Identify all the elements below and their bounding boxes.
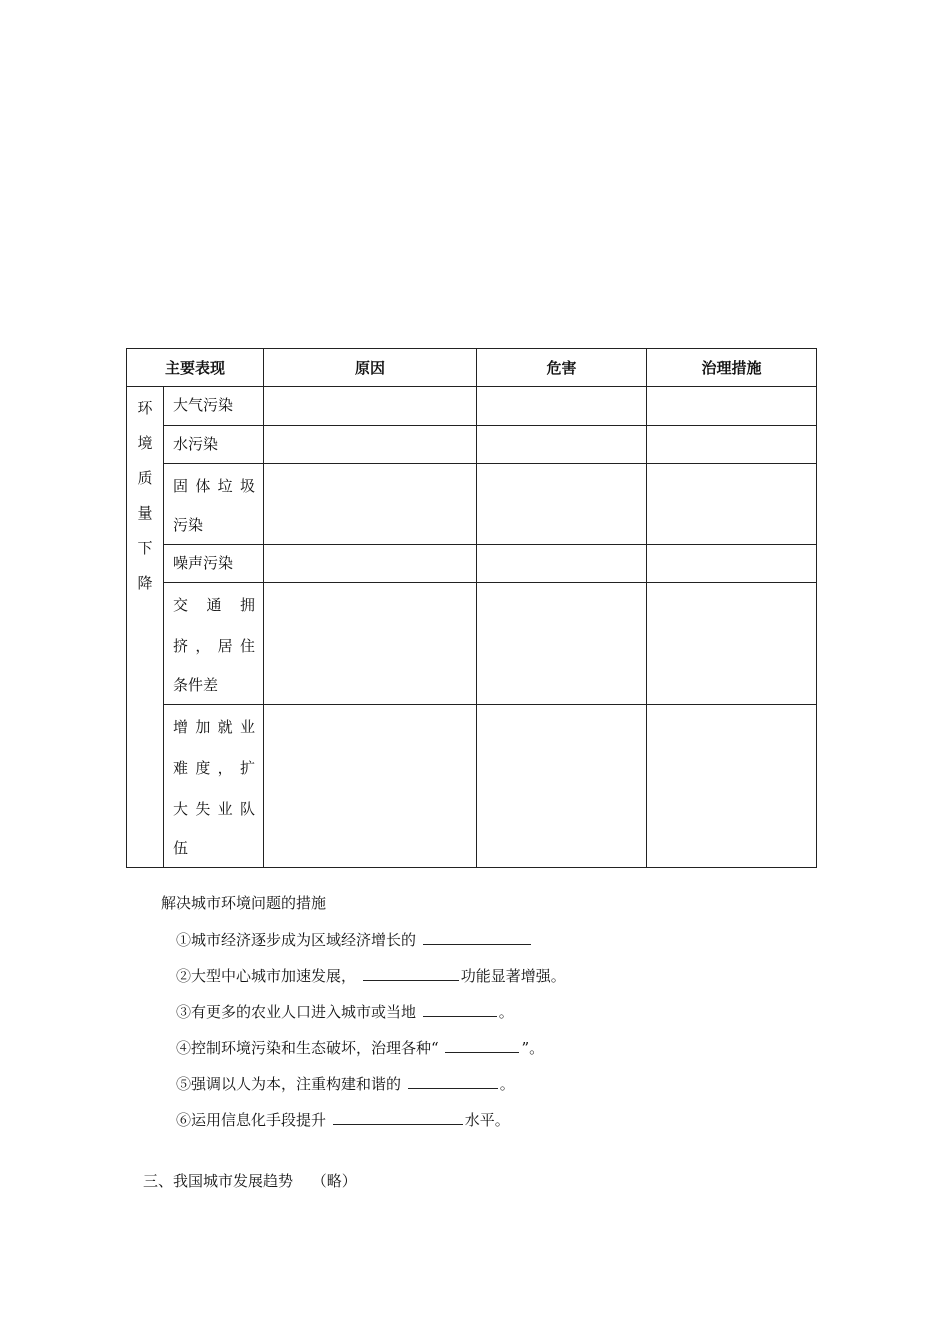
item-label-line: 条件差 [173, 676, 219, 694]
section-note: （略） [311, 1172, 357, 1190]
measures-cell[interactable] [647, 545, 817, 583]
measure-text-after: 水平。 [464, 1111, 510, 1129]
item-cell [164, 464, 264, 545]
measures-cell[interactable] [647, 705, 817, 868]
table-row [127, 426, 817, 464]
item-label-line: 增加就业 [173, 718, 256, 736]
measure-item-5 [176, 1073, 515, 1094]
item-cell [164, 387, 264, 426]
harm-cell[interactable] [477, 464, 647, 545]
measure-text-after: ”。 [521, 1039, 545, 1057]
measures-cell[interactable] [647, 464, 817, 545]
fill-blank[interactable] [408, 1074, 498, 1089]
cause-cell[interactable] [264, 583, 477, 705]
header-main-manifestation: 主要表现 [127, 349, 264, 387]
item-label: 噪声污染 [173, 554, 234, 572]
harm-cell[interactable] [477, 545, 647, 583]
measure-text: ⑥运用信息化手段提升 [176, 1111, 327, 1129]
table-row [127, 387, 817, 426]
item-label-line: 伍 [173, 839, 189, 857]
harm-cell[interactable] [477, 387, 647, 426]
cause-cell[interactable] [264, 464, 477, 545]
fill-blank[interactable] [423, 930, 531, 945]
measure-text-after: 。 [499, 1075, 515, 1093]
item-cell [164, 705, 264, 868]
item-label-line: 固体垃圾 [173, 477, 256, 495]
fill-blank[interactable] [363, 966, 459, 981]
table-row [127, 705, 817, 868]
header-harm: 危害 [477, 349, 647, 387]
fill-blank[interactable] [445, 1038, 519, 1053]
item-label: 水污染 [173, 435, 219, 453]
cause-cell[interactable] [264, 705, 477, 868]
item-label-line: 污染 [173, 516, 204, 534]
header-cause: 原因 [264, 349, 477, 387]
measure-text: ②大型中心城市加速发展， [176, 967, 357, 985]
item-label: 大气污染 [173, 396, 234, 414]
harm-cell[interactable] [477, 705, 647, 868]
fill-blank[interactable] [333, 1110, 463, 1125]
cause-cell[interactable] [264, 387, 477, 426]
fill-blank[interactable] [423, 1002, 497, 1017]
table-header-row [127, 349, 817, 387]
measure-text-after: 功能显著增强。 [460, 967, 566, 985]
section-3-heading [143, 1170, 357, 1191]
group-label-cell [127, 387, 164, 868]
measure-item-4 [176, 1037, 544, 1058]
item-cell [164, 426, 264, 464]
measure-text: ④控制环境污染和生态破坏，治理各种“ [176, 1039, 439, 1057]
harm-cell[interactable] [477, 583, 647, 705]
cause-cell[interactable] [264, 545, 477, 583]
item-cell [164, 545, 264, 583]
item-label-line: 交 通 拥 [173, 596, 256, 614]
measures-cell[interactable] [647, 387, 817, 426]
item-cell [164, 583, 264, 705]
measure-item-2 [176, 965, 566, 986]
environment-problems-table [126, 348, 817, 868]
measures-cell[interactable] [647, 426, 817, 464]
table-row [127, 464, 817, 545]
item-label-line: 大失业队 [173, 800, 256, 818]
group-label: 环境质量下降 [137, 399, 153, 592]
cause-cell[interactable] [264, 426, 477, 464]
table-row [127, 545, 817, 583]
measure-text: ①城市经济逐步成为区域经济增长的 [176, 931, 417, 949]
measure-text: ⑤强调以人为本，注重构建和谐的 [176, 1075, 402, 1093]
measures-cell[interactable] [647, 583, 817, 705]
header-measures: 治理措施 [647, 349, 817, 387]
item-label-line: 难度，扩 [173, 759, 256, 777]
measure-item-3 [176, 1001, 514, 1022]
measures-title: 解决城市环境问题的措施 [161, 894, 327, 912]
table-row [127, 583, 817, 705]
section-heading-text: 三、我国城市发展趋势 [143, 1172, 294, 1190]
measure-text: ③有更多的农业人口进入城市或当地 [176, 1003, 417, 1021]
measure-text-after: 。 [498, 1003, 514, 1021]
harm-cell[interactable] [477, 426, 647, 464]
measure-item-6 [176, 1109, 510, 1130]
measure-item-1 [176, 929, 533, 950]
item-label-line: 挤，居住 [173, 637, 256, 655]
